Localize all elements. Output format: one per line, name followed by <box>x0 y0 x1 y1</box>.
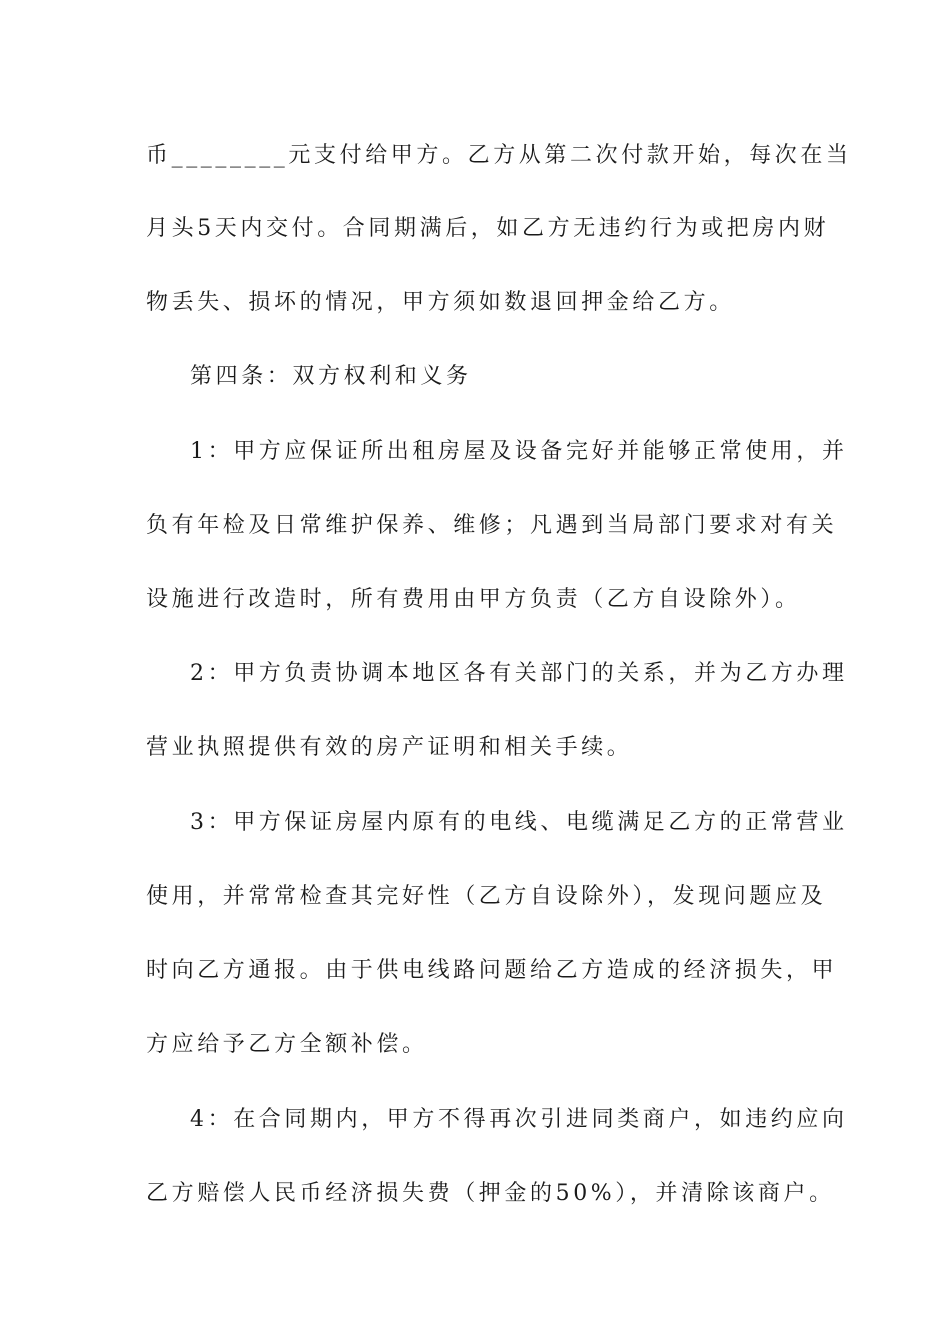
text-line: 4：在合同期内，甲方不得再次引进同类商户，如违约应向 <box>190 1107 848 1132</box>
text-line: 营业执照提供有效的房产证明和相关手续。 <box>146 735 633 760</box>
text-line: 方应给予乙方全额补偿。 <box>146 1032 428 1057</box>
section-heading: 第四条：双方权利和义务 <box>190 364 472 389</box>
text-line: 负有年检及日常维护保养、维修；凡遇到当局部门要求对有关 <box>146 513 838 538</box>
text-line: 2：甲方负责协调本地区各有关部门的关系，并为乙方办理 <box>190 661 848 686</box>
text-line: 3：甲方保证房屋内原有的电线、电缆满足乙方的正常营业 <box>190 810 848 835</box>
text-line: 设施进行改造时，所有费用由甲方负责（乙方自设除外）。 <box>146 587 801 612</box>
text-line: 乙方赔偿人民币经济损失费（押金的50%），并清除该商户。 <box>146 1181 835 1206</box>
text-line: 物丢失、损坏的情况，甲方须如数退回押金给乙方。 <box>146 290 735 315</box>
text-line: 1：甲方应保证所出租房屋及设备完好并能够正常使用，并 <box>190 439 848 464</box>
text-line: 月头5天内交付。合同期满后，如乙方无违约行为或把房内财 <box>146 216 830 241</box>
text-line: 币________元支付给甲方。乙方从第二次付款开始，每次在当 <box>146 143 852 168</box>
text-line: 时向乙方通报。由于供电线路问题给乙方造成的经济损失，甲 <box>146 958 838 983</box>
text-line: 使用，并常常检查其完好性（乙方自设除外），发现问题应及 <box>146 884 827 909</box>
